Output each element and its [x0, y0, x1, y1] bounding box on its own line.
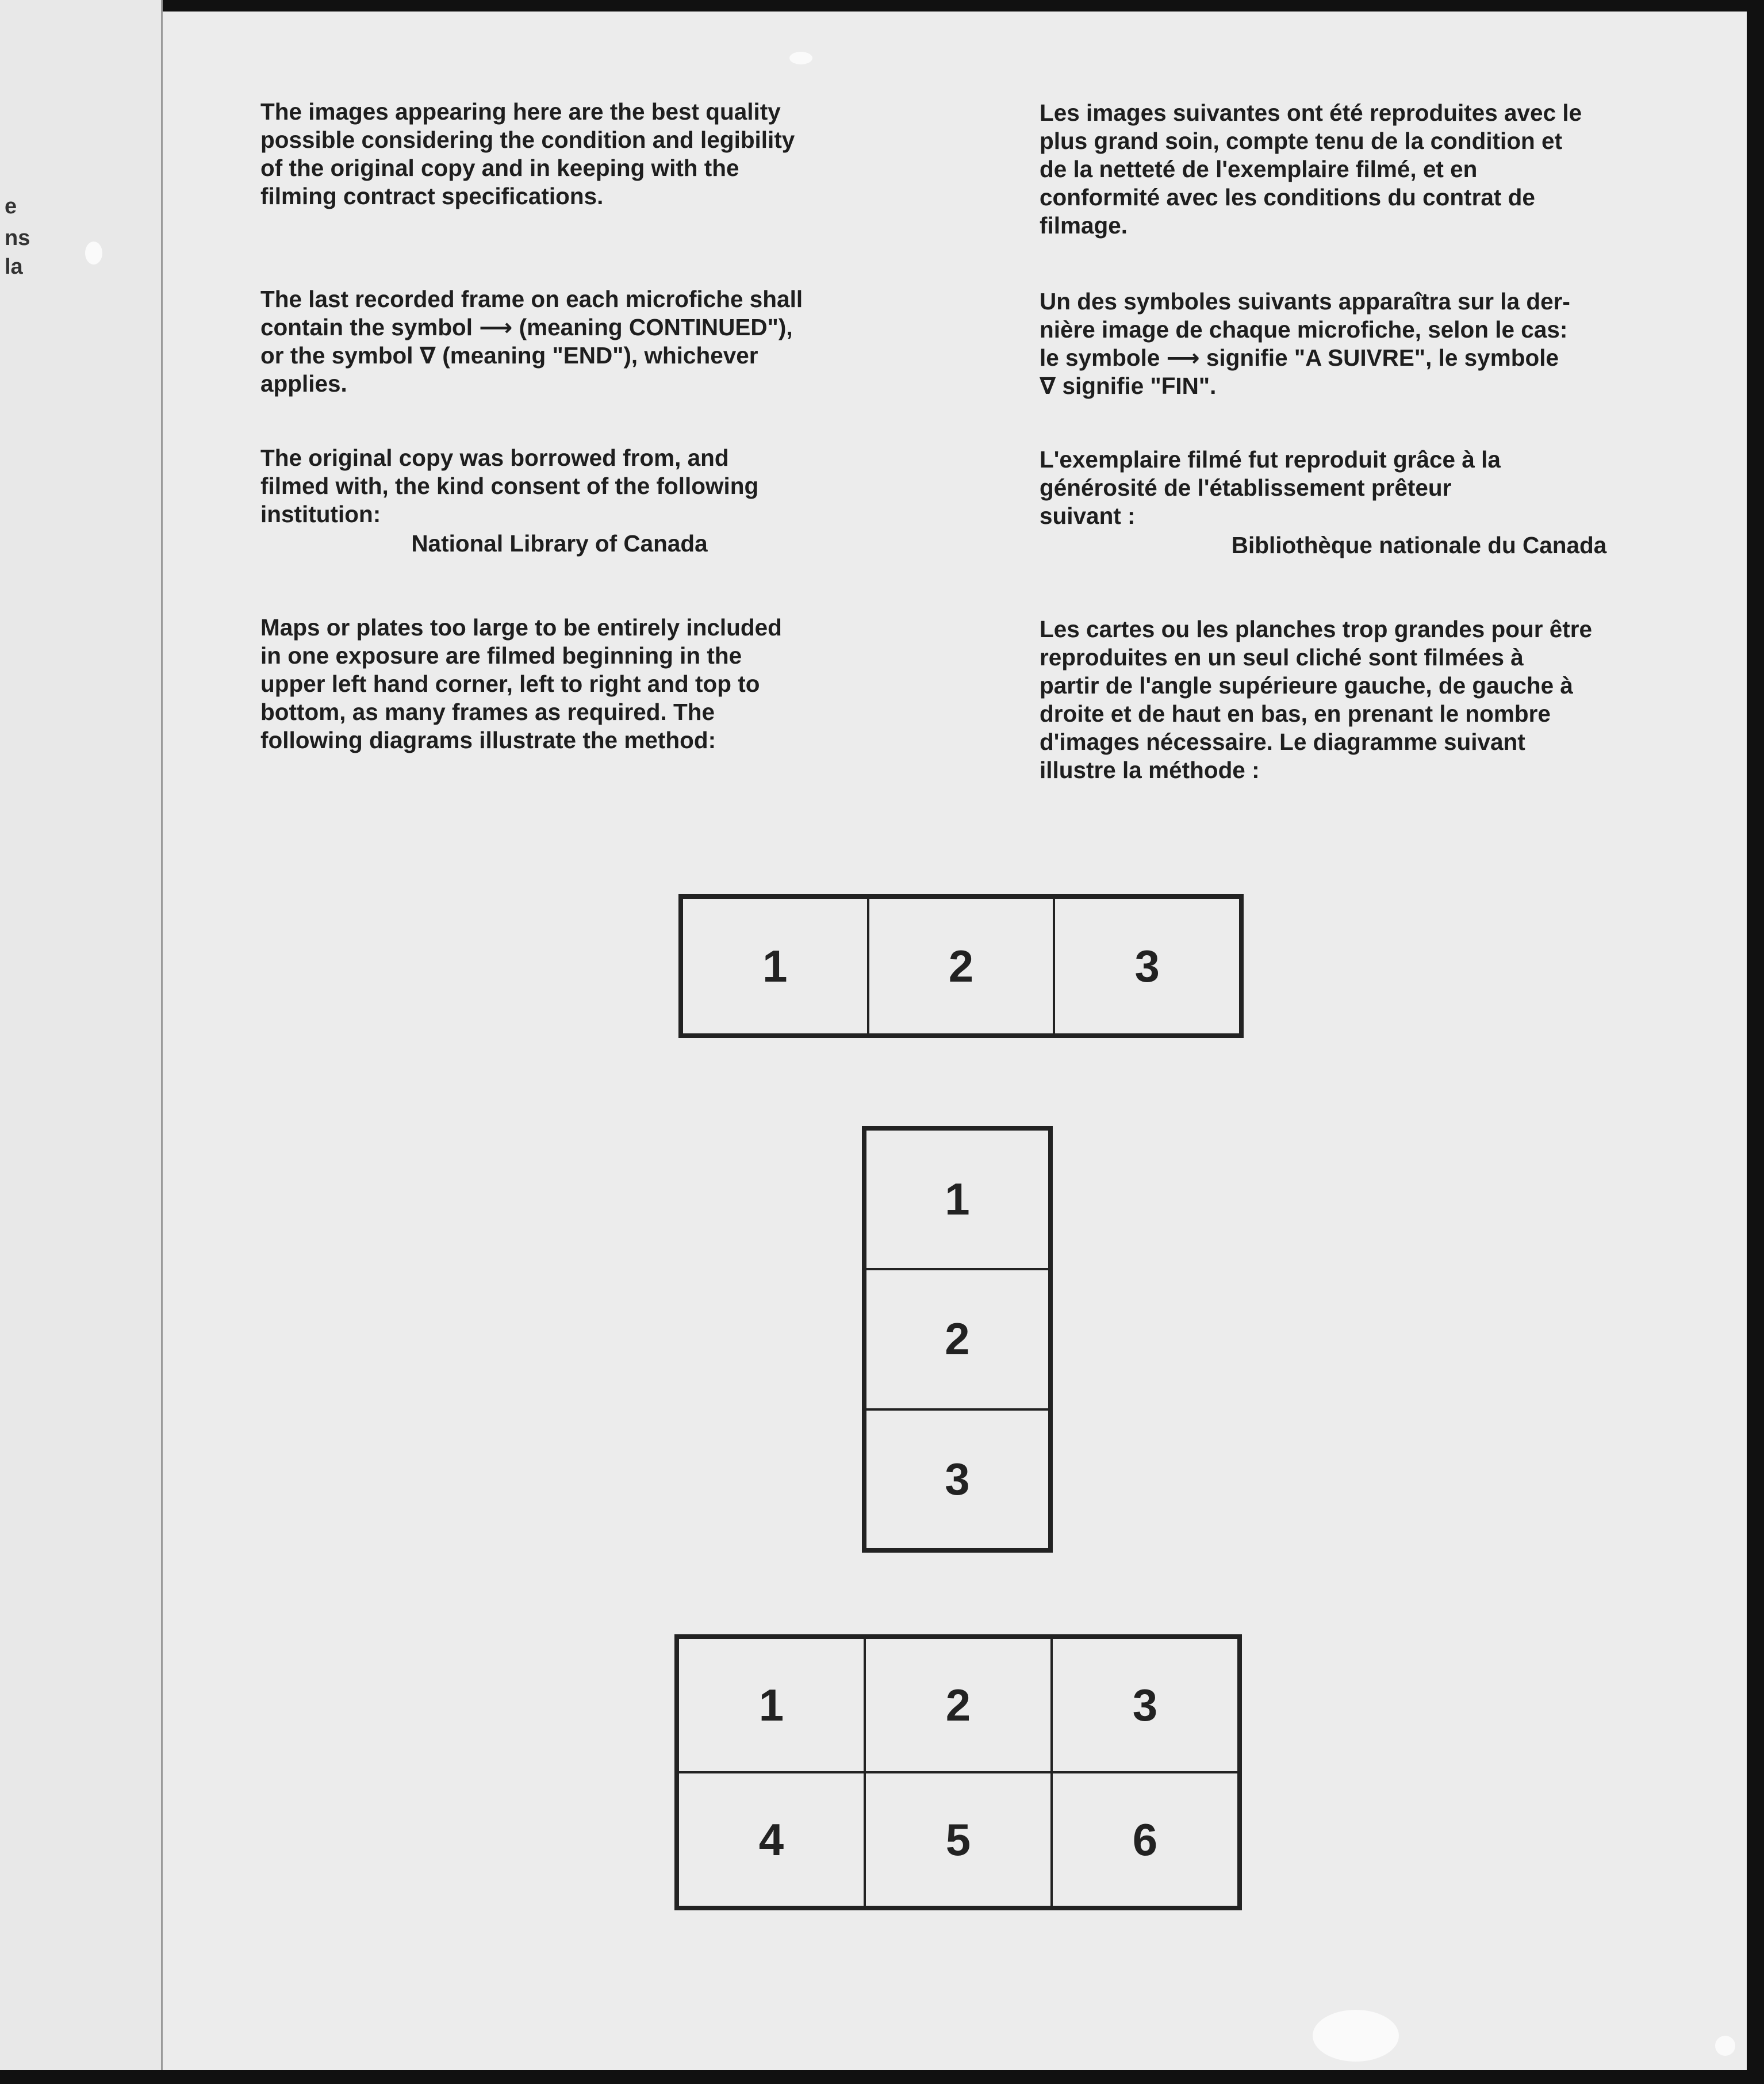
diagram-grid-cell: 6: [1052, 1772, 1238, 1907]
diagram-row: [678, 894, 1244, 1038]
dust-speck: [1715, 2036, 1735, 2056]
french-institution-intro: L'exemplaire filmé fut reproduit grâce à la générosité de l'établissement prêteur suivant :: [1040, 446, 1501, 529]
english-paragraph-symbols: [260, 285, 939, 398]
diagram-grid-cell: 3: [1052, 1638, 1238, 1772]
english-symbols-text: The last recorded frame on each microfiche shall contain the symbol ⟶ (meaning CONTINUED"), or the symbol ∇ (meaning "END"), whichever applies.: [260, 286, 803, 397]
previous-page-strip: [0, 0, 161, 2070]
french-paragraph-institution: [1040, 446, 1730, 560]
diagram-grid-cell: 5: [865, 1772, 1052, 1907]
diagram-grid: [674, 1634, 1242, 1910]
margin-fragment: la: [5, 255, 23, 279]
english-institution-intro: The original copy was borrowed from, and filmed with, the kind consent of the following institution:: [260, 445, 759, 527]
english-maps-text: Maps or plates too large to be entirely included in one exposure are filmed beginning in the upper left hand corner, left to right and top to bottom, as many frames as required. The following diagrams illustrate the method:: [260, 614, 782, 753]
french-paragraph-quality: [1040, 99, 1730, 240]
french-paragraph-symbols: [1040, 288, 1730, 400]
french-maps-text: Les cartes ou les planches trop grandes pour être reproduites en un seul cliché sont filmées à partir de l'angle supérieure gauche, de gauche à droite et de haut en bas, en prenant le nombre d'images nécessaire. Le diagramme suivant illustre la méthode :: [1040, 616, 1593, 783]
document-page: [163, 12, 1747, 2070]
english-paragraph-quality: [260, 98, 939, 210]
margin-fragment: ns: [5, 226, 30, 250]
diagram-grid-cell: 2: [865, 1638, 1052, 1772]
diagram-column-cell: 3: [865, 1409, 1049, 1549]
diagram-row-cell: 3: [1054, 898, 1240, 1035]
english-paragraph-institution: [260, 444, 939, 558]
dust-speck: [85, 242, 102, 265]
dust-speck: [789, 52, 812, 64]
diagram-column: [862, 1126, 1053, 1553]
diagram-grid-cell: 4: [678, 1772, 865, 1907]
french-institution-name: Bibliothèque nationale du Canada: [1231, 532, 1607, 558]
english-institution-name: National Library of Canada: [411, 530, 708, 557]
margin-fragment: e: [5, 194, 17, 219]
diagram-row-cell: 2: [868, 898, 1054, 1035]
dust-speck: [1313, 2010, 1399, 2062]
french-symbols-text: Un des symboles suivants apparaîtra sur la der- nière image de chaque microfiche, selon le cas: le symbole ⟶ signifie "A SUIVRE", le symbole ∇ signifie "FIN".: [1040, 288, 1570, 399]
diagram-column-cell: 1: [865, 1129, 1049, 1269]
english-quality-text: The images appearing here are the best quality possible considering the condition and legibility of the original copy and in keeping with the filming contract specifications.: [260, 98, 795, 209]
french-paragraph-maps: [1040, 615, 1730, 784]
diagram-grid-cell: 1: [678, 1638, 865, 1772]
english-paragraph-maps: [260, 614, 939, 754]
diagram-row-cell: 1: [682, 898, 868, 1035]
diagram-column-cell: 2: [865, 1269, 1049, 1409]
french-quality-text: Les images suivantes ont été reproduites avec le plus grand soin, compte tenu de la condition et de la netteté de l'exemplaire filmé, et en conformité avec les conditions du contrat de filmage.: [1040, 99, 1582, 239]
